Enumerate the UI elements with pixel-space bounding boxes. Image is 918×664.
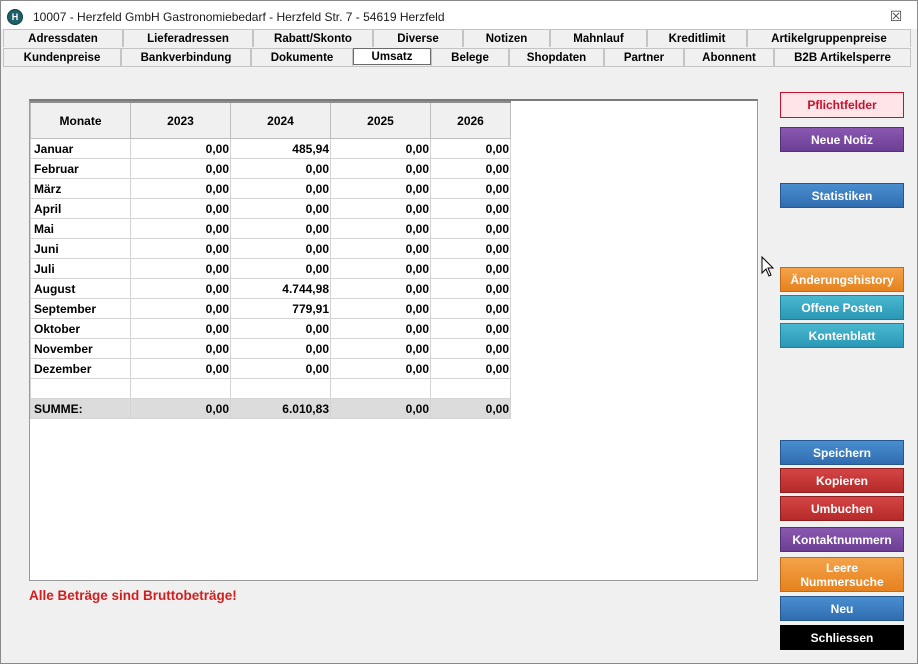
blank-cell xyxy=(131,379,231,399)
aenderungshistory-button[interactable]: Änderungshistory xyxy=(780,267,904,292)
value-cell: 0,00 xyxy=(331,159,431,179)
tab-abonnent[interactable]: Abonnent xyxy=(684,48,774,66)
offene-posten-button[interactable]: Offene Posten xyxy=(780,295,904,320)
sum-label-cell: SUMME: xyxy=(31,399,131,419)
table-row[interactable] xyxy=(31,199,511,219)
value-cell: 0,00 xyxy=(231,219,331,239)
value-cell: 0,00 xyxy=(331,359,431,379)
table-row[interactable] xyxy=(31,139,511,159)
value-cell: 0,00 xyxy=(131,219,231,239)
sum-value-cell: 6.010,83 xyxy=(231,399,331,419)
kontenblatt-button[interactable]: Kontenblatt xyxy=(780,323,904,348)
value-cell: 0,00 xyxy=(431,319,511,339)
schliessen-button[interactable]: Schliessen xyxy=(780,625,904,650)
value-cell: 0,00 xyxy=(131,319,231,339)
leere-nummersuche-button[interactable]: Leere Nummersuche xyxy=(780,557,904,592)
value-cell: 0,00 xyxy=(331,339,431,359)
value-cell: 0,00 xyxy=(431,199,511,219)
month-cell: Dezember xyxy=(31,359,131,379)
month-cell: Februar xyxy=(31,159,131,179)
value-cell: 0,00 xyxy=(331,279,431,299)
column-header-2025[interactable]: 2025 xyxy=(331,102,431,139)
blank-cell xyxy=(31,379,131,399)
pflichtfelder-button[interactable]: Pflichtfelder xyxy=(780,92,904,118)
tab-artikelgruppenpreise[interactable]: Artikelgruppenpreise xyxy=(747,29,911,47)
tab-kundenpreise[interactable]: Kundenpreise xyxy=(3,48,121,66)
value-cell: 0,00 xyxy=(431,299,511,319)
value-cell: 0,00 xyxy=(131,159,231,179)
month-cell: März xyxy=(31,179,131,199)
umsatz-table xyxy=(30,101,511,419)
value-cell: 0,00 xyxy=(431,219,511,239)
value-cell: 0,00 xyxy=(131,359,231,379)
sum-value-cell: 0,00 xyxy=(331,399,431,419)
value-cell: 0,00 xyxy=(131,139,231,159)
tab-kreditlimit[interactable]: Kreditlimit xyxy=(647,29,747,47)
umbuchen-button[interactable]: Umbuchen xyxy=(780,496,904,521)
brutto-note: Alle Beträge sind Bruttobeträge! xyxy=(29,588,237,603)
mouse-pointer-icon xyxy=(761,256,775,278)
value-cell: 0,00 xyxy=(331,219,431,239)
value-cell: 0,00 xyxy=(331,179,431,199)
column-header-2023[interactable]: 2023 xyxy=(131,102,231,139)
value-cell: 0,00 xyxy=(231,239,331,259)
tab-shopdaten[interactable]: Shopdaten xyxy=(509,48,604,66)
value-cell: 0,00 xyxy=(231,319,331,339)
table-row[interactable] xyxy=(31,239,511,259)
month-cell: Januar xyxy=(31,139,131,159)
tab-adressdaten[interactable]: Adressdaten xyxy=(3,29,123,47)
value-cell: 0,00 xyxy=(131,239,231,259)
sum-value-cell: 0,00 xyxy=(431,399,511,419)
value-cell: 0,00 xyxy=(231,199,331,219)
kopieren-button[interactable]: Kopieren xyxy=(780,468,904,493)
value-cell: 0,00 xyxy=(331,259,431,279)
value-cell: 0,00 xyxy=(231,179,331,199)
value-cell: 0,00 xyxy=(331,299,431,319)
table-row[interactable] xyxy=(31,339,511,359)
close-icon[interactable]: ☒ xyxy=(889,8,903,24)
tab-belege[interactable]: Belege xyxy=(431,48,509,66)
neue-notiz-button[interactable]: Neue Notiz xyxy=(780,127,904,152)
value-cell: 0,00 xyxy=(331,139,431,159)
tab-diverse[interactable]: Diverse xyxy=(373,29,463,47)
tab-umsatz[interactable]: Umsatz xyxy=(353,48,431,65)
tab-lieferadressen[interactable]: Lieferadressen xyxy=(123,29,253,47)
value-cell: 4.744,98 xyxy=(231,279,331,299)
blank-cell xyxy=(431,379,511,399)
window-title: 10007 - Herzfeld GmbH Gastronomiebedarf - Herzfeld Str. 7 - 54619 Herzfeld xyxy=(33,10,445,24)
value-cell: 0,00 xyxy=(131,259,231,279)
value-cell: 0,00 xyxy=(431,159,511,179)
statistiken-button[interactable]: Statistiken xyxy=(780,183,904,208)
value-cell: 0,00 xyxy=(131,339,231,359)
tab-mahnlauf[interactable]: Mahnlauf xyxy=(550,29,647,47)
month-cell: Juli xyxy=(31,259,131,279)
value-cell: 779,91 xyxy=(231,299,331,319)
month-cell: November xyxy=(31,339,131,359)
value-cell: 0,00 xyxy=(331,199,431,219)
value-cell: 0,00 xyxy=(231,159,331,179)
month-cell: Mai xyxy=(31,219,131,239)
column-header-2026[interactable]: 2026 xyxy=(431,102,511,139)
month-cell: Juni xyxy=(31,239,131,259)
value-cell: 0,00 xyxy=(331,239,431,259)
value-cell: 0,00 xyxy=(331,319,431,339)
app-logo-icon: H xyxy=(7,9,23,25)
sum-value-cell: 0,00 xyxy=(131,399,231,419)
table-header-row xyxy=(31,102,511,139)
tab-dokumente[interactable]: Dokumente xyxy=(251,48,353,66)
umsatz-panel xyxy=(29,99,758,581)
value-cell: 0,00 xyxy=(231,359,331,379)
tab-row-1 xyxy=(3,29,911,47)
month-cell: Oktober xyxy=(31,319,131,339)
table-row-blank[interactable] xyxy=(31,379,511,399)
neu-button[interactable]: Neu xyxy=(780,596,904,621)
blank-cell xyxy=(331,379,431,399)
month-cell: April xyxy=(31,199,131,219)
value-cell: 0,00 xyxy=(431,339,511,359)
kontaktnummern-button[interactable]: Kontaktnummern xyxy=(780,527,904,552)
value-cell: 0,00 xyxy=(131,199,231,219)
value-cell: 0,00 xyxy=(431,179,511,199)
tab-row-2 xyxy=(3,48,911,66)
value-cell: 0,00 xyxy=(431,239,511,259)
table-row[interactable] xyxy=(31,319,511,339)
table-row[interactable] xyxy=(31,299,511,319)
table-row[interactable] xyxy=(31,359,511,379)
column-header-2024[interactable]: 2024 xyxy=(231,102,331,139)
value-cell: 0,00 xyxy=(131,299,231,319)
month-cell: August xyxy=(31,279,131,299)
table-row[interactable] xyxy=(31,179,511,199)
blank-cell xyxy=(231,379,331,399)
table-row[interactable] xyxy=(31,219,511,239)
tab-bankverbindung[interactable]: Bankverbindung xyxy=(121,48,251,66)
value-cell: 485,94 xyxy=(231,139,331,159)
value-cell: 0,00 xyxy=(131,279,231,299)
tab-partner[interactable]: Partner xyxy=(604,48,684,66)
table-row[interactable] xyxy=(31,259,511,279)
table-row[interactable] xyxy=(31,159,511,179)
value-cell: 0,00 xyxy=(431,359,511,379)
table-row[interactable] xyxy=(31,279,511,299)
value-cell: 0,00 xyxy=(231,259,331,279)
tab-divider xyxy=(3,66,911,67)
value-cell: 0,00 xyxy=(431,279,511,299)
table-row-sum[interactable] xyxy=(31,399,511,419)
value-cell: 0,00 xyxy=(431,139,511,159)
title-bar xyxy=(1,1,917,29)
month-cell: September xyxy=(31,299,131,319)
value-cell: 0,00 xyxy=(431,259,511,279)
tab-b2b-artikelsperre[interactable]: B2B Artikelsperre xyxy=(774,48,911,66)
column-header-monate[interactable]: Monate xyxy=(31,102,131,139)
tab-notizen[interactable]: Notizen xyxy=(463,29,550,47)
tab-rabatt-skonto[interactable]: Rabatt/Skonto xyxy=(253,29,373,47)
speichern-button[interactable]: Speichern xyxy=(780,440,904,465)
value-cell: 0,00 xyxy=(231,339,331,359)
value-cell: 0,00 xyxy=(131,179,231,199)
